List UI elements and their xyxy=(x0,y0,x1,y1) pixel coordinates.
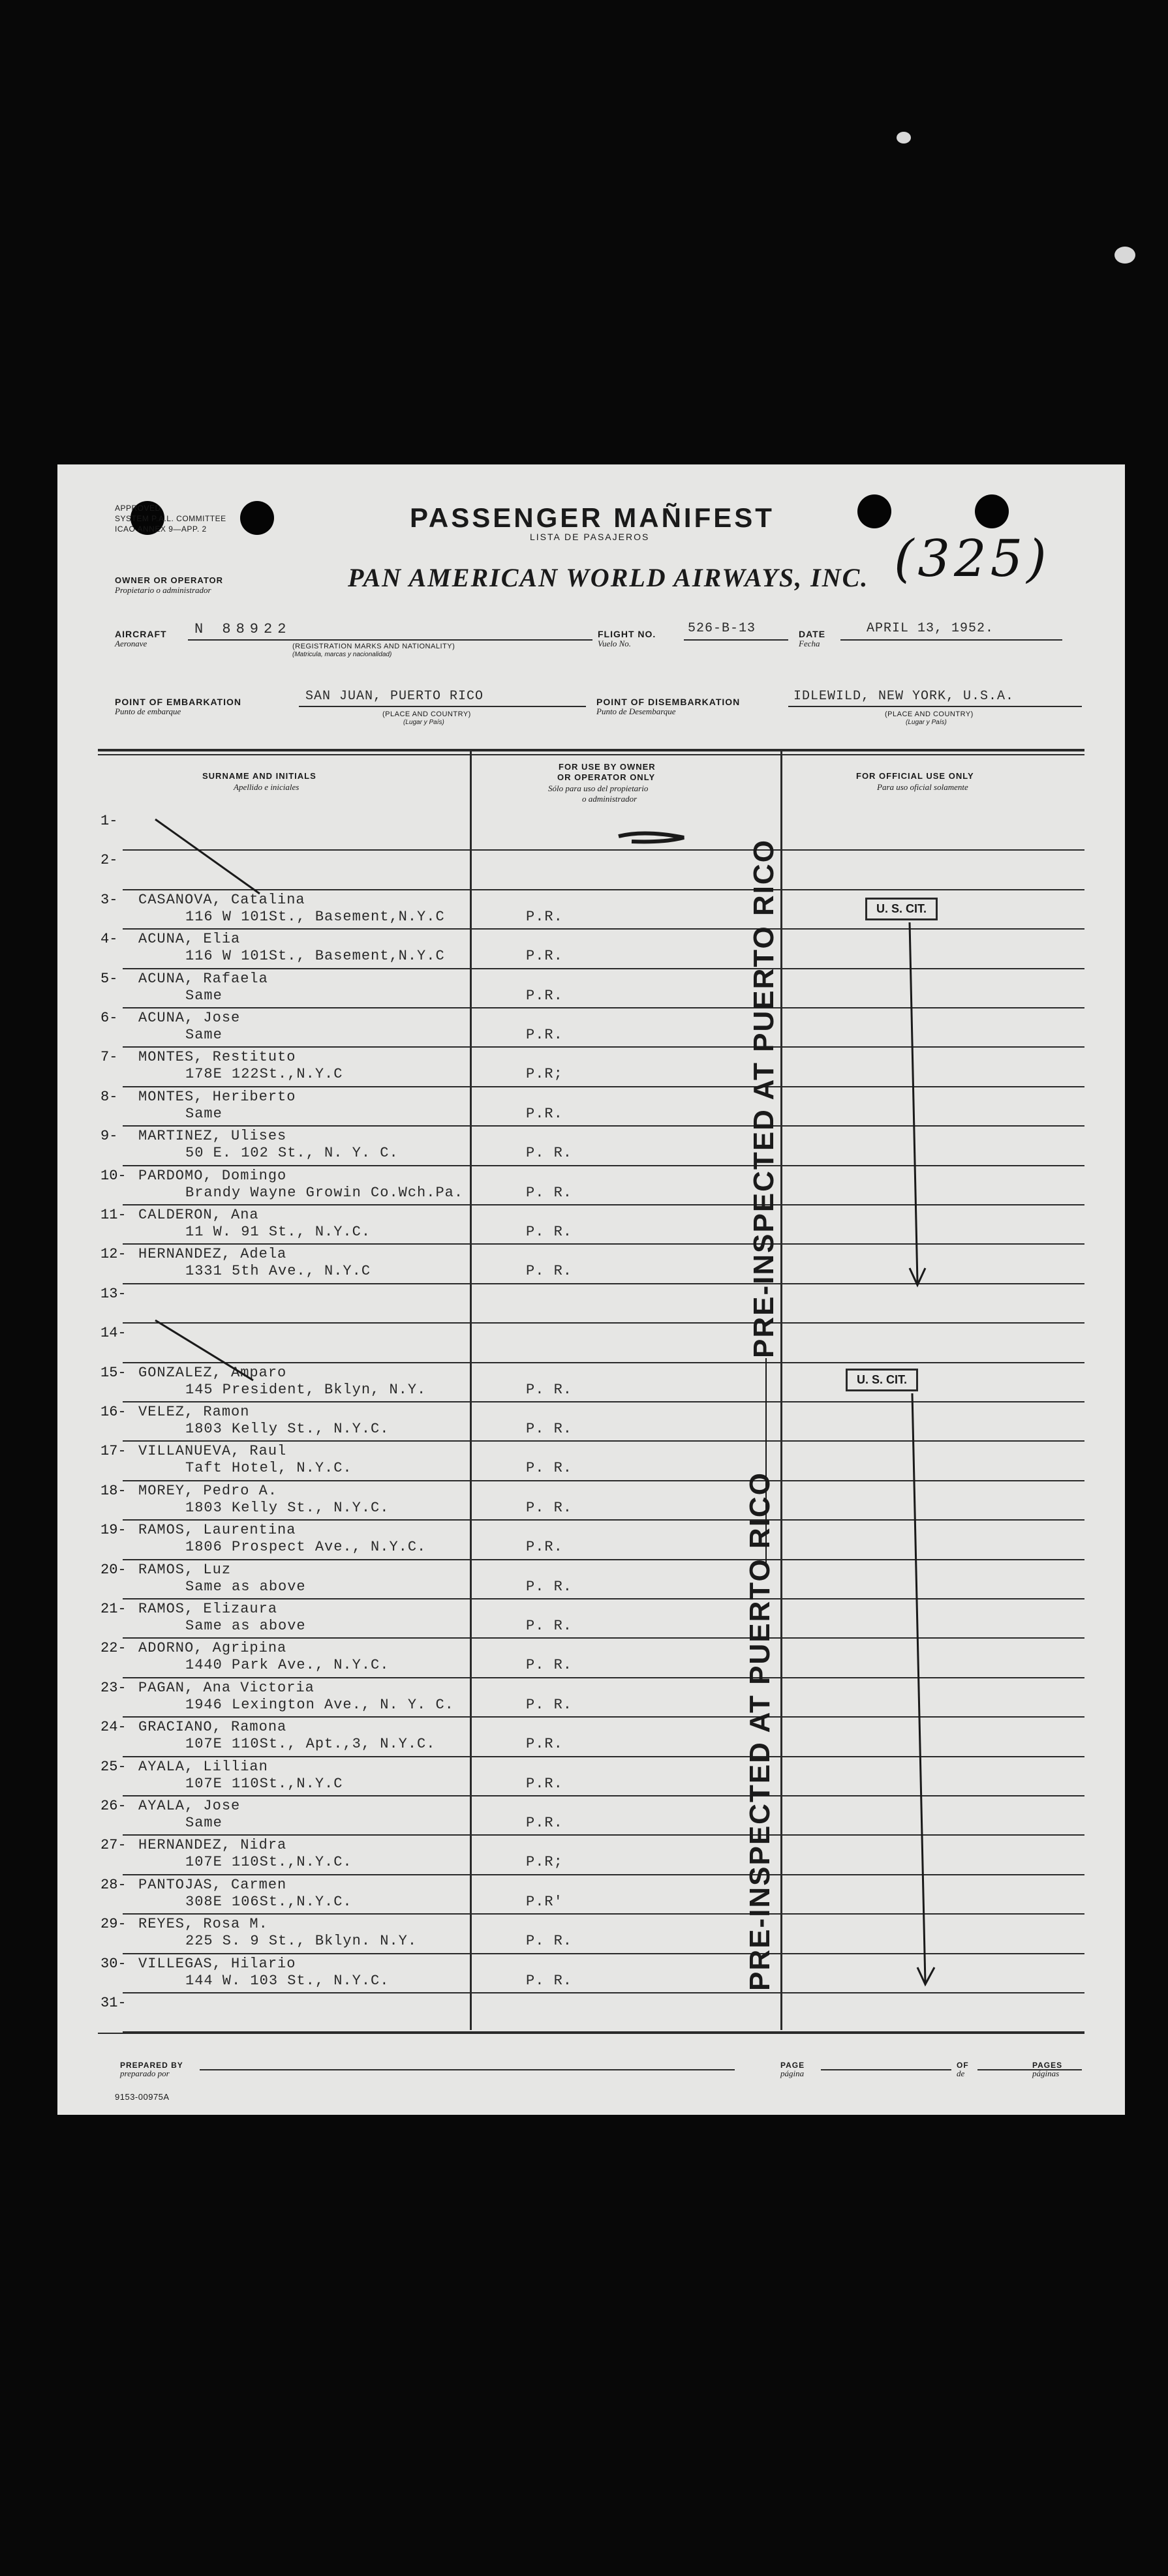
place-note-2: (PLACE AND COUNTRY) xyxy=(885,710,974,718)
passenger-address: 225 S. 9 St., Bklyn. N.Y. xyxy=(185,1933,418,1950)
disembark-sub: Punto de Desembarque xyxy=(596,706,676,716)
row-number: 2- xyxy=(100,852,118,869)
passenger-name: AYALA, Jose xyxy=(138,1798,241,1814)
row-number: 23- xyxy=(100,1679,127,1696)
owner-sub: Propietario o administrador xyxy=(115,585,211,595)
passenger-name: VILLANUEVA, Raul xyxy=(138,1443,287,1460)
owner-code: P. R. xyxy=(526,1263,573,1280)
passenger-address: Same xyxy=(185,1105,223,1122)
owner-code: P.R. xyxy=(526,1736,563,1753)
row-number: 3- xyxy=(100,891,118,908)
place-note: (PLACE AND COUNTRY) xyxy=(382,710,471,718)
row-number: 25- xyxy=(100,1758,127,1775)
manifest-page xyxy=(57,464,1125,2115)
row-number: 21- xyxy=(100,1601,127,1617)
passenger-name: CALDERON, Ana xyxy=(138,1207,259,1223)
embark-sub: Punto de embarque xyxy=(115,706,181,716)
passenger-name: HERNANDEZ, Adela xyxy=(138,1246,287,1263)
of-label: OF xyxy=(957,2061,969,2070)
passenger-address: Same xyxy=(185,1815,223,1831)
row-number: 24- xyxy=(100,1719,127,1736)
owner-code: P.R; xyxy=(526,1854,563,1871)
owner-code: P. R. xyxy=(526,1657,573,1674)
owner-code: P.R. xyxy=(526,908,563,925)
dust-speck xyxy=(897,132,911,144)
page-subtitle: LISTA DE PASAJEROS xyxy=(530,532,650,542)
col-owner-header-2: OR OPERATOR ONLY xyxy=(557,772,656,782)
row-number: 10- xyxy=(100,1167,127,1184)
col-owner-sub-1: Sólo para uso del propietario xyxy=(548,783,649,793)
owner-code: P. R. xyxy=(526,1578,573,1595)
col-official-sub: Para uso oficial solamente xyxy=(877,782,968,792)
airline-name: PAN AMERICAN WORLD AIRWAYS, INC. xyxy=(348,563,869,592)
row-number: 19- xyxy=(100,1522,127,1539)
row-number: 7- xyxy=(100,1049,118,1066)
passenger-name: VILLEGAS, Hilario xyxy=(138,1955,296,1972)
row-number: 31- xyxy=(100,1995,127,2011)
page-rule xyxy=(821,2069,951,2070)
place-sub: (Lugar y País) xyxy=(403,719,444,726)
owner-code: P.R. xyxy=(526,1027,563,1043)
passenger-address: 11 W. 91 St., N.Y.C. xyxy=(185,1224,371,1240)
passenger-address: 178E 122St.,N.Y.C xyxy=(185,1066,343,1083)
passenger-name: MARTINEZ, Ulises xyxy=(138,1128,287,1145)
row-number: 18- xyxy=(100,1482,127,1499)
page-sub: página xyxy=(780,2068,805,2078)
page-label: PAGE xyxy=(780,2061,805,2070)
embark-value: SAN JUAN, PUERTO RICO xyxy=(305,689,484,704)
passenger-name: ACUNA, Rafaela xyxy=(138,970,268,987)
owner-code: P.R. xyxy=(526,1815,563,1831)
row-number: 27- xyxy=(100,1837,127,1854)
row-number: 29- xyxy=(100,1916,127,1933)
passenger-name: GONZALEZ, Amparo xyxy=(138,1364,287,1381)
row-number: 15- xyxy=(100,1364,127,1381)
passenger-name: RAMOS, Laurentina xyxy=(138,1522,296,1539)
prepared-label: PREPARED BY xyxy=(120,2061,183,2070)
passenger-name: RAMOS, Elizaura xyxy=(138,1601,278,1617)
pages-sub: páginas xyxy=(1032,2068,1060,2078)
owner-code: P. R. xyxy=(526,1381,573,1398)
col-owner-header-1: FOR USE BY OWNER xyxy=(559,762,656,772)
passenger-name: HERNANDEZ, Nidra xyxy=(138,1837,287,1854)
row-number: 13- xyxy=(100,1285,127,1302)
passenger-address: 116 W 101St., Basement,N.Y.C xyxy=(185,908,445,925)
flight-value: 526-B-13 xyxy=(688,621,756,636)
passenger-address: 1806 Prospect Ave., N.Y.C. xyxy=(185,1539,427,1556)
passenger-name: AYALA, Lillian xyxy=(138,1758,268,1775)
owner-code: P. R. xyxy=(526,1224,573,1240)
owner-code: P. R. xyxy=(526,1499,573,1516)
date-sub: Fecha xyxy=(799,639,820,648)
passenger-name: MONTES, Restituto xyxy=(138,1049,296,1066)
row-number: 4- xyxy=(100,931,118,948)
row-number: 1- xyxy=(100,813,118,829)
pre-inspected-stamp: PRE-INSPECTED AT PUERTO RICO xyxy=(748,839,780,1358)
dust-speck xyxy=(1114,247,1135,264)
col-surname-sub: Apellido e iniciales xyxy=(234,782,300,792)
owner-label: OWNER OR OPERATOR xyxy=(115,575,224,585)
prepared-rule xyxy=(200,2069,735,2070)
passenger-address: Same xyxy=(185,1027,223,1043)
row-number: 26- xyxy=(100,1798,127,1814)
owner-code: P. R. xyxy=(526,1618,573,1634)
aircraft-value: N 88922 xyxy=(194,621,292,637)
passenger-name: PARDOMO, Domingo xyxy=(138,1167,287,1184)
approval-line: APPROVED xyxy=(115,504,161,513)
owner-code: P.R. xyxy=(526,948,563,965)
passenger-name: ACUNA, Jose xyxy=(138,1010,241,1026)
row-number: 14- xyxy=(100,1325,127,1342)
row-number: 22- xyxy=(100,1640,127,1657)
of-rule xyxy=(977,2069,1082,2070)
passenger-address: 50 E. 102 St., N. Y. C. xyxy=(185,1145,399,1162)
owner-code: P.R; xyxy=(526,1066,563,1083)
passenger-name: PAGAN, Ana Victoria xyxy=(138,1679,315,1696)
col-surname-header: SURNAME AND INITIALS xyxy=(202,771,316,781)
passenger-address: 1803 Kelly St., N.Y.C. xyxy=(185,1499,390,1516)
col-owner-sub-2: o administrador xyxy=(582,794,638,804)
disembark-label: POINT OF DISEMBARKATION xyxy=(596,697,741,707)
date-value: APRIL 13, 1952. xyxy=(867,621,994,636)
passenger-address: 308E 106St.,N.Y.C. xyxy=(185,1893,352,1910)
passenger-name: CASANOVA, Catalina xyxy=(138,891,305,908)
passenger-name: MOREY, Pedro A. xyxy=(138,1482,278,1499)
passenger-address: Brandy Wayne Growin Co.Wch.Pa. xyxy=(185,1184,464,1201)
passenger-name: RAMOS, Luz xyxy=(138,1561,232,1578)
passenger-address: Same as above xyxy=(185,1578,306,1595)
row-number: 12- xyxy=(100,1246,127,1263)
row-number: 20- xyxy=(100,1561,127,1578)
flight-sub: Vuelo No. xyxy=(598,639,632,648)
prepared-sub: preparado por xyxy=(120,2068,170,2078)
row-number: 30- xyxy=(100,1955,127,1972)
row-number: 6- xyxy=(100,1010,118,1026)
passenger-name: VELEZ, Ramon xyxy=(138,1404,250,1420)
passenger-address: 1946 Lexington Ave., N. Y. C. xyxy=(185,1696,454,1713)
footer-top-rule xyxy=(98,2033,1084,2034)
row-number: 11- xyxy=(100,1207,127,1223)
passenger-address: 145 President, Bklyn, N.Y. xyxy=(185,1381,427,1398)
of-sub: de xyxy=(957,2068,965,2078)
form-code: 9153-00975A xyxy=(115,2092,170,2102)
passenger-name: PANTOJAS, Carmen xyxy=(138,1876,287,1893)
us-citizen-stamp: U. S. CIT. xyxy=(846,1369,918,1391)
page-title: PASSENGER MAÑIFEST xyxy=(410,502,775,533)
flight-label: FLIGHT NO. xyxy=(598,629,656,639)
owner-code: P. R. xyxy=(526,1972,573,1989)
passenger-name: REYES, Rosa M. xyxy=(138,1916,268,1933)
owner-code: P.R. xyxy=(526,1775,563,1792)
passenger-address: 1331 5th Ave., N.Y.C xyxy=(185,1263,371,1280)
passenger-name: ACUNA, Elia xyxy=(138,931,241,948)
place-sub-2: (Lugar y País) xyxy=(906,719,947,726)
owner-code: P. R. xyxy=(526,1145,573,1162)
passenger-address: 144 W. 103 St., N.Y.C. xyxy=(185,1972,390,1989)
row-number: 17- xyxy=(100,1443,127,1460)
embark-label: POINT OF EMBARKATION xyxy=(115,697,241,707)
passenger-address: 107E 110St., Apt.,3, N.Y.C. xyxy=(185,1736,436,1753)
row-number: 9- xyxy=(100,1128,118,1145)
passenger-address: Same xyxy=(185,987,223,1004)
passenger-name: MONTES, Heriberto xyxy=(138,1088,296,1105)
passenger-address: Taft Hotel, N.Y.C. xyxy=(185,1460,352,1477)
owner-code: P. R. xyxy=(526,1696,573,1713)
owner-code: P. R. xyxy=(526,1933,573,1950)
owner-code: P.R. xyxy=(526,987,563,1004)
row-number: 16- xyxy=(100,1404,127,1420)
passenger-name: ADORNO, Agripina xyxy=(138,1640,287,1657)
passenger-address: 1440 Park Ave., N.Y.C. xyxy=(185,1657,390,1674)
registration-sub: (Matricula, marcas y nacionalidad) xyxy=(292,651,392,658)
passenger-address: 107E 110St.,N.Y.C xyxy=(185,1775,343,1792)
owner-code: P. R. xyxy=(526,1460,573,1477)
registration-note: (REGISTRATION MARKS AND NATIONALITY) xyxy=(292,643,455,650)
owner-code: P.R. xyxy=(526,1539,563,1556)
us-citizen-stamp: U. S. CIT. xyxy=(865,898,938,920)
approval-line: SYSTEM P.A.L. COMMITTEE xyxy=(115,514,226,523)
owner-code: P. R. xyxy=(526,1421,573,1437)
passenger-address: Same as above xyxy=(185,1618,306,1634)
row-number: 8- xyxy=(100,1088,118,1105)
owner-code: P.R' xyxy=(526,1893,563,1910)
passenger-address: 107E 110St.,N.Y.C. xyxy=(185,1854,352,1871)
pre-inspected-stamp: PRE-INSPECTED AT PUERTO RICO xyxy=(744,1472,776,1991)
disembark-value: IDLEWILD, NEW YORK, U.S.A. xyxy=(793,689,1015,704)
passenger-address: 116 W 101St., Basement,N.Y.C xyxy=(185,948,445,965)
date-label: DATE xyxy=(799,629,826,639)
handwritten-number: (325) xyxy=(894,530,1051,588)
col-official-header: FOR OFFICIAL USE ONLY xyxy=(856,771,974,781)
aircraft-sub: Aeronave xyxy=(115,639,147,648)
row-number: 5- xyxy=(100,970,118,987)
passenger-address: 1803 Kelly St., N.Y.C. xyxy=(185,1421,390,1437)
approval-line: ICAO ANNEX 9—APP. 2 xyxy=(115,524,207,534)
passenger-name: GRACIANO, Ramona xyxy=(138,1719,287,1736)
owner-code: P. R. xyxy=(526,1184,573,1201)
official-arrows xyxy=(57,464,1125,2115)
row-number: 28- xyxy=(100,1876,127,1893)
aircraft-label: AIRCRAFT xyxy=(115,629,167,639)
pages-label: PAGES xyxy=(1032,2061,1063,2070)
owner-code: P.R. xyxy=(526,1105,563,1122)
